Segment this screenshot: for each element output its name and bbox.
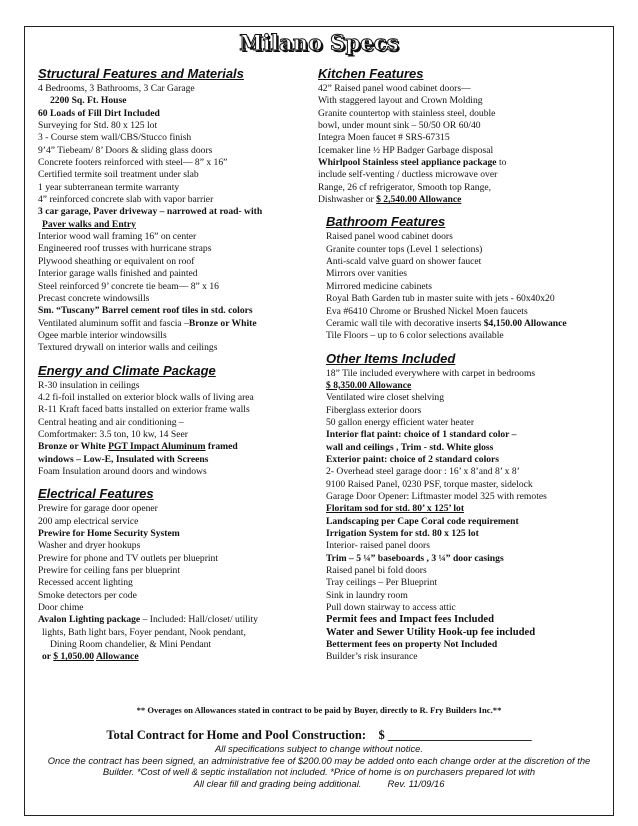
spec-line [38,318,306,330]
spec-line: Washer and dryer hookups [38,540,141,552]
spec-line: Comfortmaker: 3.5 ton, 10 kw, 14 Seer [38,428,188,440]
fine-print-text: All clear fill and grading being additional. [193,777,362,789]
structural-heading: Structural Features and Materials [38,66,244,81]
spec-line: 9100 Raised Panel, 0230 PSF, torque master, sidelock [326,478,533,490]
spec-text-underline: PGT Impact Aluminum [108,441,206,453]
spec-line: Prewire for garage door opener [38,503,158,515]
spec-line [38,441,306,453]
spec-line: Ogee marble interior windowsills [38,329,167,341]
spec-text-bold: Bronze or White [188,317,257,329]
fine-print-line: All specifications subject to change without notice. [215,743,423,754]
spec-line: Interior flat paint: choice of 1 standard color – [326,429,517,441]
spec-line: Permit fees and Impact fees Included [326,614,495,626]
spec-line: 42” Raised panel wood cabinet doors— [318,83,471,94]
spec-line: Trim – 5 ¼” baseboards , 3 ¼” door casings [326,552,504,564]
spec-text: Dishwasher or [318,194,377,206]
spec-line: R-30 insulation in ceilings [38,379,140,391]
spec-line: bowl, under mount sink – 50/50 OR 60/40 [318,120,481,132]
spec-line: Concrete footers reinforced with steel— 8” x 16” [38,157,228,169]
spec-line: windows – Low-E, Insulated with Screens [38,453,209,465]
spec-line: Interior wood wall framing 16” on center [38,231,197,243]
spec-line: Surveying for Std. 80 x 125 lot [38,120,158,132]
spec-line: wall and ceilings , Trim - std. White gloss [326,441,494,453]
kitchen-section [318,66,612,206]
spec-line: 1 year subterranean termite warranty [38,181,180,193]
spec-line: Range, 26 cf refrigerator, Smooth top Range, [318,181,492,193]
spec-text: or [42,651,54,663]
electrical-section [38,486,306,663]
spec-line: 2- Overhead steel garage door : 16’ x 8’and 8’ x 8’ [326,466,520,478]
spec-line: Sink in laundry room [326,589,408,601]
spec-line: $ 8,350.00 Allowance [326,379,412,391]
spec-line: Granite countertop with stainless steel, double [318,107,496,119]
other-section [318,351,612,664]
spec-line [38,651,306,663]
spec-line: 3 - Course stem wall/CBS/Stucco finish [38,132,192,144]
spec-line: Interior garage walls finished and painted [38,268,198,280]
electrical-heading: Electrical Features [38,486,154,502]
spec-line: Ventilated wire closet shelving [326,392,445,404]
spec-line: Pull down stairway to access attic [326,602,456,614]
spec-line: Certified termite soil treatment under slab [38,169,199,181]
spec-line: Textured drywall on interior walls and ceilings [38,342,218,354]
spec-line: Central heating and air conditioning – [38,416,184,428]
spec-line: 9’4” Tiebeam/ 8’ Doors & sliding glass doors [38,144,213,156]
spec-line: Raised panel wood cabinet doors [326,231,453,243]
spec-text: Ceramic wall tile with decorative inserts [326,317,484,329]
spec-line: Steel reinforced 9’ concrete tie beam— 8” x 16 [38,280,219,292]
spec-line: With staggered layout and Crown Molding [318,95,483,107]
overages-note: ** Overages on Allowances stated in contract to be paid by Buyer, directly to R. Fry Builders Inc.** [136,705,502,715]
spec-line: Mirrors over vanities [326,268,407,280]
spec-line: Raised panel bi fold doors [326,565,427,577]
spec-line: R-11 Kraft faced batts installed on exterior frame walls [38,404,250,416]
spec-line: Tray ceilings – Per Blueprint [326,577,438,589]
right-column [318,66,612,672]
spec-line: 2200 Sq. Ft. House [50,95,127,107]
spec-line: Mirrored medicine cabinets [326,280,433,292]
spec-line [326,318,612,330]
fine-print-line: Builder. *Cost of well & septic installation not included. *Price of home is on purchasers prepared lot with [102,766,536,777]
spec-line: Paver walks and Entry [42,218,136,230]
kitchen-heading: Kitchen Features [318,66,424,81]
spec-line [318,194,612,206]
spec-line: Landscaping per Cape Coral code requirement [326,515,519,527]
spec-line: 50 gallon energy efficient water heater [326,416,475,428]
total-contract-line [24,728,614,743]
spec-line: Recessed accent lighting [38,577,133,589]
revision-date: Rev. 11/09/16 [387,777,445,789]
bathroom-section [318,214,612,342]
fine-print [24,743,614,789]
spec-line: Prewire for phone and TV outlets per blueprint [38,552,219,564]
spec-text: to [496,157,507,169]
total-contract-label: Total Contract for Home and Pool Construction: [106,728,367,742]
spec-line: Exterior paint: choice of 2 standard colors [326,453,500,465]
spec-line: Dining Room chandelier, & Mini Pendant [50,639,212,651]
spec-text: – Included: Hall/closet/ utility [140,614,258,626]
spec-line: 18” Tile included everywhere with carpet in bedrooms [326,367,536,379]
spec-line: Irrigation System for std. 80 x 125 lot [326,528,479,539]
allowance-label: Allowance [95,651,139,663]
energy-heading: Energy and Climate Package [38,362,216,378]
spec-line: Plywood sheathing or equivalent on roof [38,255,195,267]
spec-line: Floritam sod for std. 80’ x 125’ lot [326,503,465,515]
spec-line: Integra Moen faucet # SRS-67315 [318,132,450,144]
spec-line: Anti-scald valve guard on shower faucet [326,256,482,268]
spec-text-bold: Avalon Lighting package [38,614,141,626]
spec-line: 200 amp electrical service [38,515,139,527]
spec-line: Tile Floors – up to 6 color selections available [326,330,504,342]
spec-line: Water and Sewer Utility Hook-up fee included [326,626,536,638]
spec-line: Engineered roof trusses with hurricane straps [38,243,212,255]
spec-line: Fiberglass exterior doors [326,404,422,416]
spec-line: include self-venting / ductless microwave over [318,169,498,181]
spec-text: Bronze or White [38,441,109,453]
spec-line: lights, Bath light bars, Foyer pendant, Nook pendant, [42,626,246,638]
spec-line: Door chime [38,602,84,614]
spec-line: Builder’s risk insurance [326,651,418,663]
other-heading: Other Items Included [326,350,456,366]
spec-line: Sm. “Tuscany” Barrel cement roof tiles in std. colors [38,305,253,317]
left-column [38,66,306,672]
spec-line: Foam Insulation around doors and windows [38,465,207,477]
spec-line: 4” reinforced concrete slab with vapor barrier [38,194,214,206]
document-title: Milano Specs [239,30,399,55]
spec-line: Eva #6410 Chrome or Brushed Nickel Moen faucets [326,305,528,317]
bathroom-heading: Bathroom Features [326,214,446,230]
fine-print-line [24,778,614,790]
spec-line: 3 car garage, Paver driveway – narrowed at road- with [38,206,263,218]
allowance-amount: $ 1,050.00 [53,651,95,663]
spec-line [38,614,306,626]
spec-line: Betterment fees on property Not Included [326,639,498,651]
spec-line [318,157,612,169]
spec-text-bold: Whirlpool Stainless steel appliance package [318,157,497,169]
energy-section [38,363,306,479]
spec-line: Prewire for ceiling fans per blueprint [38,565,180,577]
spec-line: 4.2 fi-foil installed on exterior block walls of living area [38,391,254,403]
spec-line: Royal Bath Garden tub in master suite with jets - 60x40x20 [326,293,555,305]
allowance-amount: $4,150.00 Allowance [483,317,567,329]
spec-line: Prewire for Home Security System [38,528,180,539]
structural-section [38,66,306,355]
spec-line: 60 Loads of Fill Dirt Included [38,107,160,119]
spec-text: framed [205,441,238,453]
spec-line: 4 Bedrooms, 3 Bathrooms, 3 Car Garage [38,83,195,94]
fine-print-line: Once the contract has been signed, an administrative fee of $200.00 may be added onto each change order at the discretion of the [47,754,591,766]
spec-line: Smoke detectors per code [38,589,137,601]
spec-line: Granite counter tops (Level 1 selections) [326,243,483,255]
total-contract-value: $ _______________________ [378,728,532,742]
allowance-amount: $ 2,540.00 Allowance [376,194,462,206]
spec-line: Interior- raised panel doors [326,540,430,552]
spec-text: Ventilated aluminum soffit and fascia – [38,317,189,329]
spec-line: Precast concrete windowsills [38,292,150,304]
spec-line: Garage Door Opener: Liftmaster model 325 with remotes [326,490,547,502]
spec-line: Icemaker line ½ HP Badger Garbage disposal [318,144,494,156]
